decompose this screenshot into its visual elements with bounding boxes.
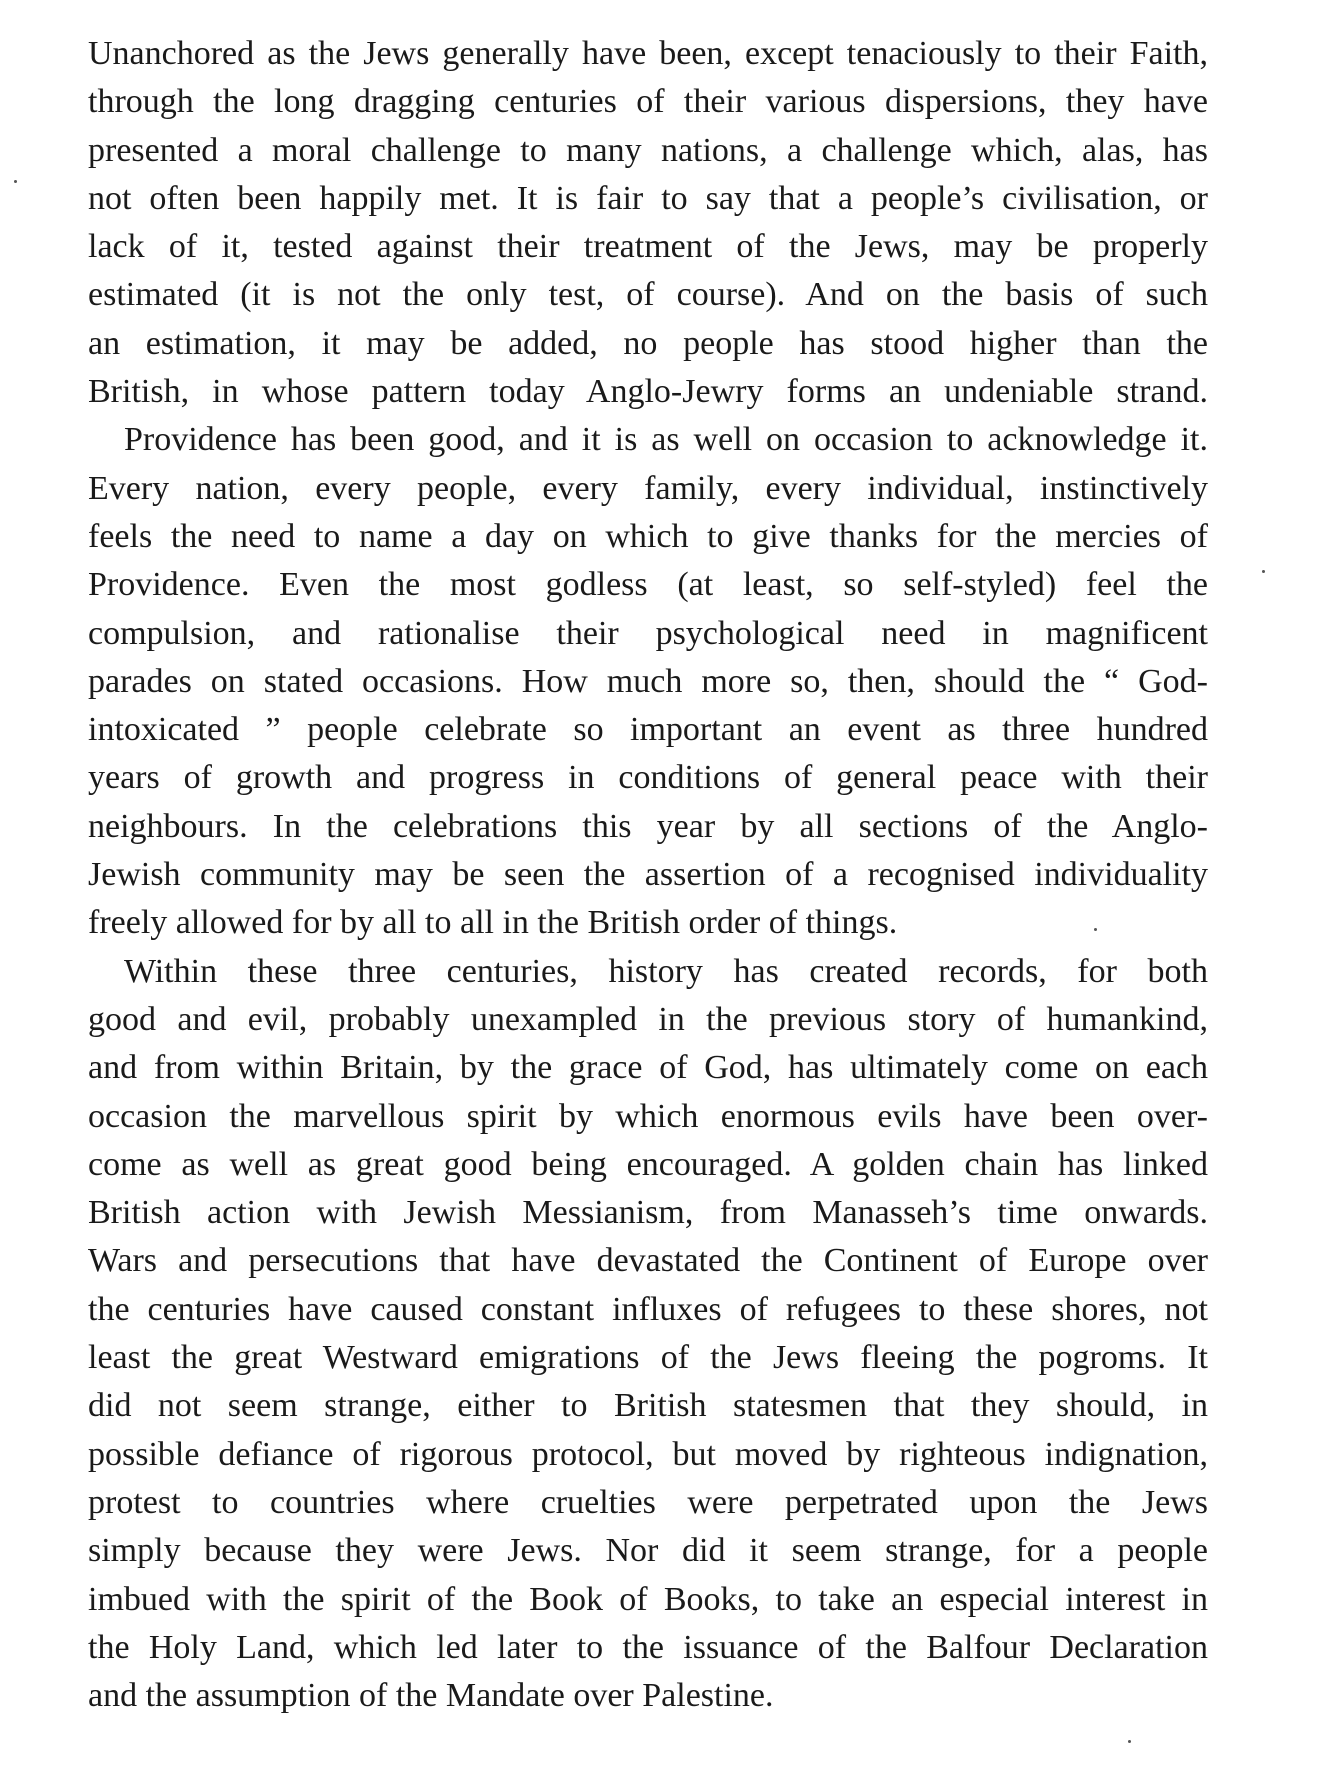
- text-line: and the assumption of the Mandate over Palestine.: [88, 1677, 774, 1715]
- text-line: Every nation, every people, every family, every individual, instinctively: [88, 469, 1208, 507]
- text-line: possible defiance of rigorous protocol, but moved by righteous indignation,: [88, 1435, 1208, 1473]
- text-line: Within these three centuries, history has created records, for both: [124, 952, 1208, 990]
- text-line: Jewish community may be seen the assertion of a recognised individuality: [88, 856, 1208, 894]
- text-line: good and evil, probably unexampled in the previous story of humankind,: [88, 1000, 1208, 1038]
- text-line: parades on stated occasions. How much more so, then, should the “ God-: [88, 662, 1208, 700]
- text-line: presented a moral challenge to many nations, a challenge which, alas, has: [88, 131, 1208, 169]
- text-line: Unanchored as the Jews generally have been, except tenaciously to their Faith,: [88, 35, 1208, 72]
- text-line: lack of it, tested against their treatment of the Jews, may be properly: [88, 228, 1208, 266]
- text-line: the Holy Land, which led later to the issuance of the Balfour Declaration: [88, 1628, 1208, 1666]
- scan-speck: [1262, 570, 1265, 573]
- text-line: neighbours. In the celebrations this year by all sections of the Anglo-: [88, 807, 1208, 845]
- text-line: compulsion, and rationalise their psychological need in magnificent: [88, 614, 1208, 652]
- text-line: least the great Westward emigrations of the Jews fleeing the pogroms. It: [88, 1339, 1208, 1377]
- paragraph-2: [88, 416, 1208, 947]
- text-line: protest to countries where cruelties were perpetrated upon the Jews: [88, 1483, 1208, 1521]
- text-line: Wars and persecutions that have devastated the Continent of Europe over: [88, 1242, 1208, 1280]
- text-line: Providence. Even the most godless (at least, so self-styled) feel the: [88, 566, 1208, 604]
- text-line: freely allowed for by all to all in the British order of things.: [88, 904, 898, 942]
- scan-speck: [1094, 928, 1097, 931]
- text-line: estimated (it is not the only test, of course). And on the basis of such: [88, 276, 1208, 314]
- text-line: the centuries have caused constant influxes of refugees to these shores, not: [88, 1290, 1208, 1328]
- text-line: and from within Britain, by the grace of God, has ultimately come on each: [88, 1049, 1208, 1087]
- scan-speck: [14, 180, 17, 183]
- text-line: simply because they were Jews. Nor did it seem strange, for a people: [88, 1532, 1208, 1570]
- text-line: intoxicated ” people celebrate so important an event as three hundred: [88, 711, 1208, 749]
- text-line: come as well as great good being encouraged. A golden chain has linked: [88, 1145, 1208, 1183]
- text-line: through the long dragging centuries of their various dispersions, they have: [88, 83, 1208, 121]
- paragraph-3: [88, 948, 1208, 1721]
- text-line: an estimation, it may be added, no people has stood higher than the: [88, 324, 1208, 362]
- paragraph-1: [88, 30, 1208, 416]
- text-line: Providence has been good, and it is as well on occasion to acknowledge it.: [124, 421, 1208, 459]
- text-line: not often been happily met. It is fair to say that a people’s civilisation, or: [88, 179, 1208, 217]
- text-line: imbued with the spirit of the Book of Books, to take an especial interest in: [88, 1580, 1208, 1618]
- text-line: British, in whose pattern today Anglo-Jewry forms an undeniable strand.: [88, 373, 1208, 411]
- text-line: did not seem strange, either to British statesmen that they should, in: [88, 1387, 1208, 1425]
- text-line: feels the need to name a day on which to give thanks for the mercies of: [88, 517, 1208, 555]
- text-line: occasion the marvellous spirit by which enormous evils have been over-: [88, 1097, 1208, 1135]
- scan-speck: [1128, 1740, 1131, 1743]
- text-line: years of growth and progress in conditions of general peace with their: [88, 759, 1208, 797]
- body-text: [88, 30, 1208, 1720]
- text-line: British action with Jewish Messianism, from Manasseh’s time onwards.: [88, 1194, 1208, 1232]
